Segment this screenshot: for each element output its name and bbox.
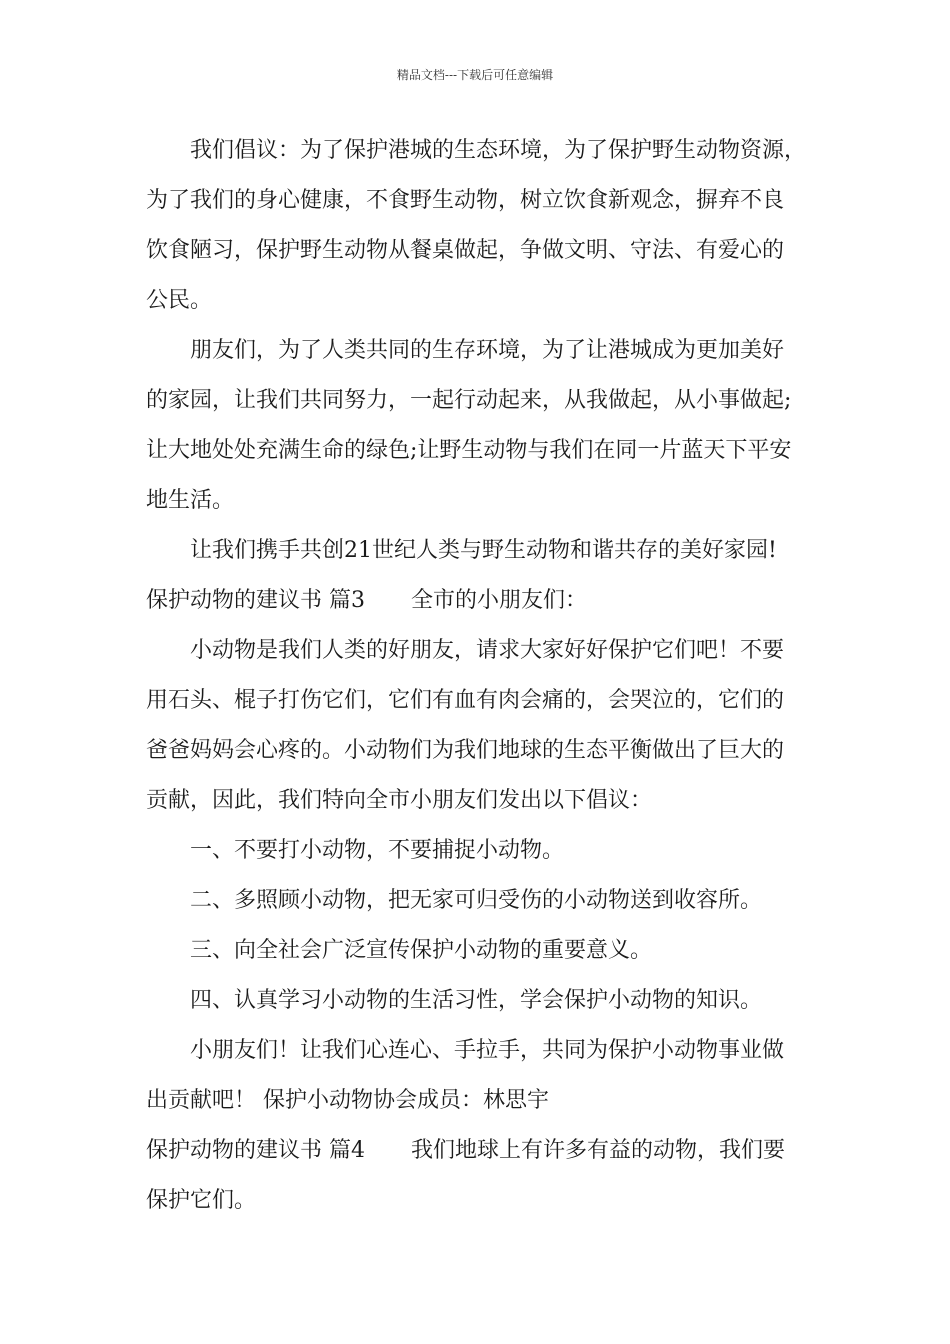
text-line: 让大地处处充满生命的绿色;让野生动物与我们在同一片蓝天下平安 — [146, 438, 792, 463]
text-line: 四、认真学习小动物的生活习性，学会保护小动物的知识。 — [190, 988, 763, 1013]
text-line: 贡献，因此，我们特向全市小朋友们发出以下倡议： — [146, 788, 653, 813]
text-line: 用石头、棍子打伤它们，它们有血有肉会痛的，会哭泣的，它们的 — [146, 688, 785, 713]
section-3-opening: 全市的小朋友们： — [411, 588, 588, 613]
text-line: 出贡献吧！ 保护小动物协会成员：林思宇 — [146, 1088, 549, 1113]
text-line: 为了我们的身心健康，不食野生动物，树立饮食新观念，摒弃不良 — [146, 188, 785, 213]
paragraph-block-1 — [146, 126, 818, 576]
text-line: 小朋友们！让我们心连心、手拉手，共同为保护小动物事业做 — [190, 1038, 785, 1063]
document-body — [146, 126, 818, 1226]
text-line: 爸爸妈妈会心疼的。小动物们为我们地球的生态平衡做出了巨大的 — [146, 738, 785, 763]
paragraph-block-2 — [146, 626, 818, 1126]
text-line: 小动物是我们人类的好朋友，请求大家好好保护它们吧！不要 — [190, 638, 785, 663]
text-line: 二、多照顾小动物，把无家可归受伤的小动物送到收容所。 — [190, 888, 763, 913]
text-line: 地生活。 — [146, 488, 235, 513]
text-line: 饮食陋习，保护野生动物从餐桌做起，争做文明、守法、有爱心的 — [146, 238, 785, 263]
section-4-title: 保护动物的建议书 篇4 — [146, 1138, 365, 1163]
page-header: 精品文档---下载后可任意编辑 — [396, 68, 554, 82]
section-4-opening: 我们地球上有许多有益的动物，我们要 — [411, 1138, 786, 1163]
text-line: 三、向全社会广泛宣传保护小动物的重要意义。 — [190, 938, 653, 963]
text-line: 朋友们，为了人类共同的生存环境，为了让港城成为更加美好 — [190, 338, 785, 363]
section-4-heading-line — [146, 1126, 818, 1176]
section-3-heading-line — [146, 576, 818, 626]
text-line: 的家园，让我们共同努力，一起行动起来，从我做起，从小事做起; — [146, 388, 792, 413]
text-line: 保护它们。 — [146, 1188, 257, 1213]
text-line: 我们倡议：为了保护港城的生态环境，为了保护野生动物资源， — [190, 138, 807, 163]
section-3-title: 保护动物的建议书 篇3 — [146, 588, 365, 613]
text-line: 一、不要打小动物，不要捕捉小动物。 — [190, 838, 565, 863]
text-line: 公民。 — [146, 288, 213, 313]
text-line: 让我们携手共创21世纪人类与野生动物和谐共存的美好家园! — [190, 538, 777, 563]
